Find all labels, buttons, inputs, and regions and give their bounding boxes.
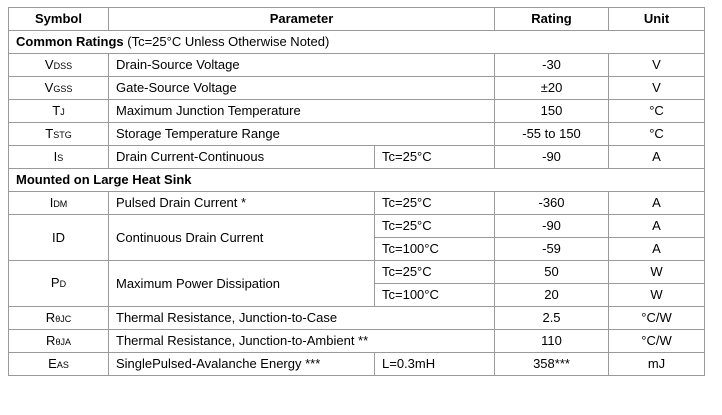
symbol-cell: EAS bbox=[9, 353, 109, 376]
unit-cell: W bbox=[609, 284, 705, 307]
section-common-ratings bbox=[9, 31, 705, 54]
unit-cell: °C/W bbox=[609, 307, 705, 330]
parameter-cell: Drain Current-Continuous bbox=[109, 146, 375, 169]
parameter-cell: Storage Temperature Range bbox=[109, 123, 495, 146]
unit-cell: A bbox=[609, 192, 705, 215]
unit-cell: °C bbox=[609, 100, 705, 123]
symbol-cell: TSTG bbox=[9, 123, 109, 146]
table-row-eas bbox=[9, 353, 705, 376]
rating-cell: 110 bbox=[495, 330, 609, 353]
parameter-cell: Thermal Resistance, Junction-to-Case bbox=[109, 307, 495, 330]
parameter-cell: Gate-Source Voltage bbox=[109, 77, 495, 100]
condition-cell: Tc=25°C bbox=[375, 192, 495, 215]
table-row-vdss bbox=[9, 54, 705, 77]
table-row-idm bbox=[9, 192, 705, 215]
parameter-cell: SinglePulsed-Avalanche Energy *** bbox=[109, 353, 375, 376]
condition-cell: Tc=25°C bbox=[375, 215, 495, 238]
header-symbol: Symbol bbox=[9, 8, 109, 31]
unit-cell: V bbox=[609, 54, 705, 77]
section-mounted-heat-sink: Mounted on Large Heat Sink bbox=[9, 169, 705, 192]
symbol-cell: VDSS bbox=[9, 54, 109, 77]
table-row-rthjc bbox=[9, 307, 705, 330]
unit-cell: V bbox=[609, 77, 705, 100]
parameter-cell: Drain-Source Voltage bbox=[109, 54, 495, 77]
unit-cell: W bbox=[609, 261, 705, 284]
unit-cell: A bbox=[609, 215, 705, 238]
parameter-cell: Continuous Drain Current bbox=[109, 215, 375, 261]
unit-cell: A bbox=[609, 146, 705, 169]
table-row-id-1 bbox=[9, 215, 705, 238]
table-row-is bbox=[9, 146, 705, 169]
table-row-pd-1 bbox=[9, 261, 705, 284]
parameter-cell: Maximum Power Dissipation bbox=[109, 261, 375, 307]
section-row-common bbox=[9, 31, 705, 54]
ratings-table-wrapper bbox=[8, 7, 705, 376]
symbol-cell: IS bbox=[9, 146, 109, 169]
symbol-cell: PD bbox=[9, 261, 109, 307]
condition-cell: Tc=25°C bbox=[375, 261, 495, 284]
table-row-rthja bbox=[9, 330, 705, 353]
condition-cell: Tc=25°C bbox=[375, 146, 495, 169]
header-unit: Unit bbox=[609, 8, 705, 31]
rating-cell: -30 bbox=[495, 54, 609, 77]
rating-cell: 20 bbox=[495, 284, 609, 307]
rating-cell: -90 bbox=[495, 146, 609, 169]
rating-cell: -55 to 150 bbox=[495, 123, 609, 146]
header-rating: Rating bbox=[495, 8, 609, 31]
symbol-cell: RθJC bbox=[9, 307, 109, 330]
condition-cell: L=0.3mH bbox=[375, 353, 495, 376]
symbol-cell: ID bbox=[9, 215, 109, 261]
section-row-mounted bbox=[9, 169, 705, 192]
table-row-tj bbox=[9, 100, 705, 123]
section-common-title: Common Ratings bbox=[16, 34, 124, 49]
unit-cell: °C/W bbox=[609, 330, 705, 353]
table-row-tstg bbox=[9, 123, 705, 146]
rating-cell: -360 bbox=[495, 192, 609, 215]
rating-cell: 358*** bbox=[495, 353, 609, 376]
parameter-cell: Pulsed Drain Current * bbox=[109, 192, 375, 215]
table-row-vgss bbox=[9, 77, 705, 100]
symbol-cell: VGSS bbox=[9, 77, 109, 100]
condition-cell: Tc=100°C bbox=[375, 284, 495, 307]
parameter-cell: Maximum Junction Temperature bbox=[109, 100, 495, 123]
rating-cell: 2.5 bbox=[495, 307, 609, 330]
rating-cell: 50 bbox=[495, 261, 609, 284]
parameter-cell: Thermal Resistance, Junction-to-Ambient ** bbox=[109, 330, 495, 353]
rating-cell: 150 bbox=[495, 100, 609, 123]
unit-cell: °C bbox=[609, 123, 705, 146]
header-row bbox=[9, 8, 705, 31]
rating-cell: -90 bbox=[495, 215, 609, 238]
unit-cell: mJ bbox=[609, 353, 705, 376]
header-parameter: Parameter bbox=[109, 8, 495, 31]
rating-cell: ±20 bbox=[495, 77, 609, 100]
absolute-maximum-ratings-table bbox=[8, 7, 705, 376]
symbol-cell: RθJA bbox=[9, 330, 109, 353]
symbol-cell: TJ bbox=[9, 100, 109, 123]
rating-cell: -59 bbox=[495, 238, 609, 261]
unit-cell: A bbox=[609, 238, 705, 261]
condition-cell: Tc=100°C bbox=[375, 238, 495, 261]
symbol-cell: IDM bbox=[9, 192, 109, 215]
section-common-note: (Tc=25°C Unless Otherwise Noted) bbox=[127, 34, 330, 49]
